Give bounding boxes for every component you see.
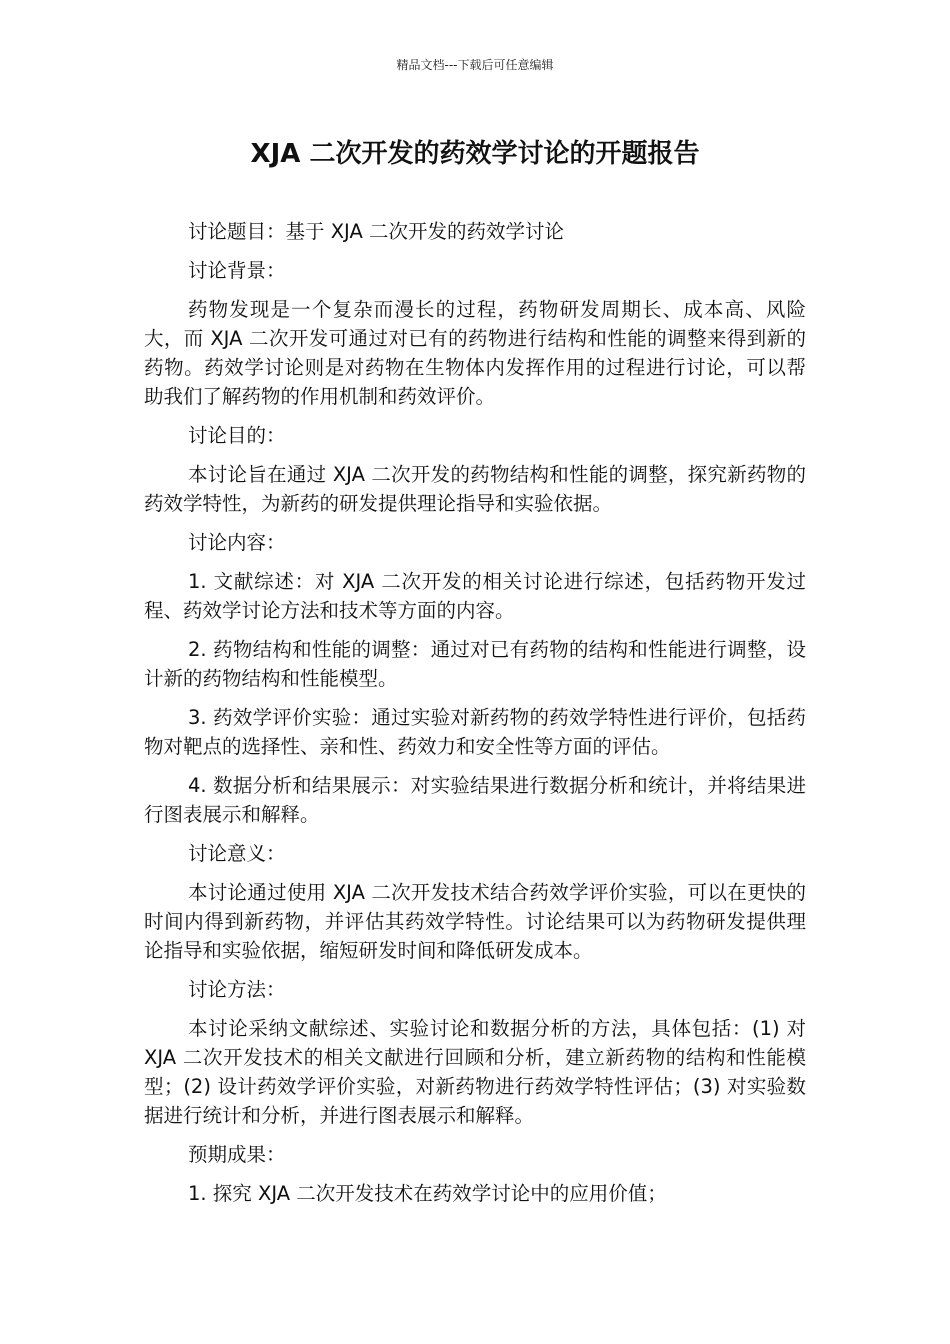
content-item-3: 3. 药效学评价实验：通过实验对新药物的药效学特性进行评价，包括药物对靶点的选择性、亲和性、药效力和安全性等方面的评估。 xyxy=(144,706,806,758)
section-heading-background: 讨论背景： xyxy=(188,259,286,282)
significance-paragraph: 本讨论通过使用 XJA 二次开发技术结合药效学评价实验，可以在更快的时间内得到新药物，并评估其药效学特性。讨论结果可以为药物研发提供理论指导和实验依据，缩短研发时间和降低研发成本。 xyxy=(144,881,806,962)
content-item-2: 2. 药物结构和性能的调整：通过对已有药物的结构和性能进行调整，设计新的药物结构和性能模型。 xyxy=(144,638,806,690)
document-body xyxy=(144,217,806,1218)
document-title: XJA 二次开发的药效学讨论的开题报告 xyxy=(250,139,700,169)
header-note: 精品文档---下载后可任意编辑 xyxy=(396,58,554,72)
section-heading-method: 讨论方法： xyxy=(188,978,286,1001)
section-heading-significance: 讨论意义： xyxy=(188,842,286,865)
background-paragraph: 药物发现是一个复杂而漫长的过程，药物研发周期长、成本高、风险大，而 XJA 二次开发可通过对已有的药物进行结构和性能的调整来得到新的药物。药效学讨论则是对药物在生物体内发挥作用的过程进行讨论，可以帮助我们了解药物的作用机制和药效评价。 xyxy=(144,298,806,408)
method-paragraph: 本讨论采纳文献综述、实验讨论和数据分析的方法，具体包括：(1) 对 XJA 二次开发技术的相关文献进行回顾和分析，建立新药物的结构和性能模型；(2) 设计药效学评价实验，对新药物进行药效学特性评估；(3) 对实验数据进行统计和分析，并进行图表展示和解释。 xyxy=(144,1017,806,1127)
expected-result-item-1: 1. 探究 XJA 二次开发技术在药效学讨论中的应用价值； xyxy=(188,1182,667,1205)
content-item-4: 4. 数据分析和结果展示：对实验结果进行数据分析和统计，并将结果进行图表展示和解释。 xyxy=(144,774,806,826)
topic-line: 讨论题目：基于 XJA 二次开发的药效学讨论 xyxy=(188,220,565,243)
section-heading-purpose: 讨论目的： xyxy=(188,424,286,447)
section-heading-content: 讨论内容： xyxy=(188,531,286,554)
purpose-paragraph: 本讨论旨在通过 XJA 二次开发的药物结构和性能的调整，探究新药物的药效学特性，为新药的研发提供理论指导和实验依据。 xyxy=(144,463,806,515)
content-item-1: 1. 文献综述：对 XJA 二次开发的相关讨论进行综述，包括药物开发过程、药效学讨论方法和技术等方面的内容。 xyxy=(144,570,806,622)
section-heading-expected-results: 预期成果： xyxy=(188,1143,286,1166)
